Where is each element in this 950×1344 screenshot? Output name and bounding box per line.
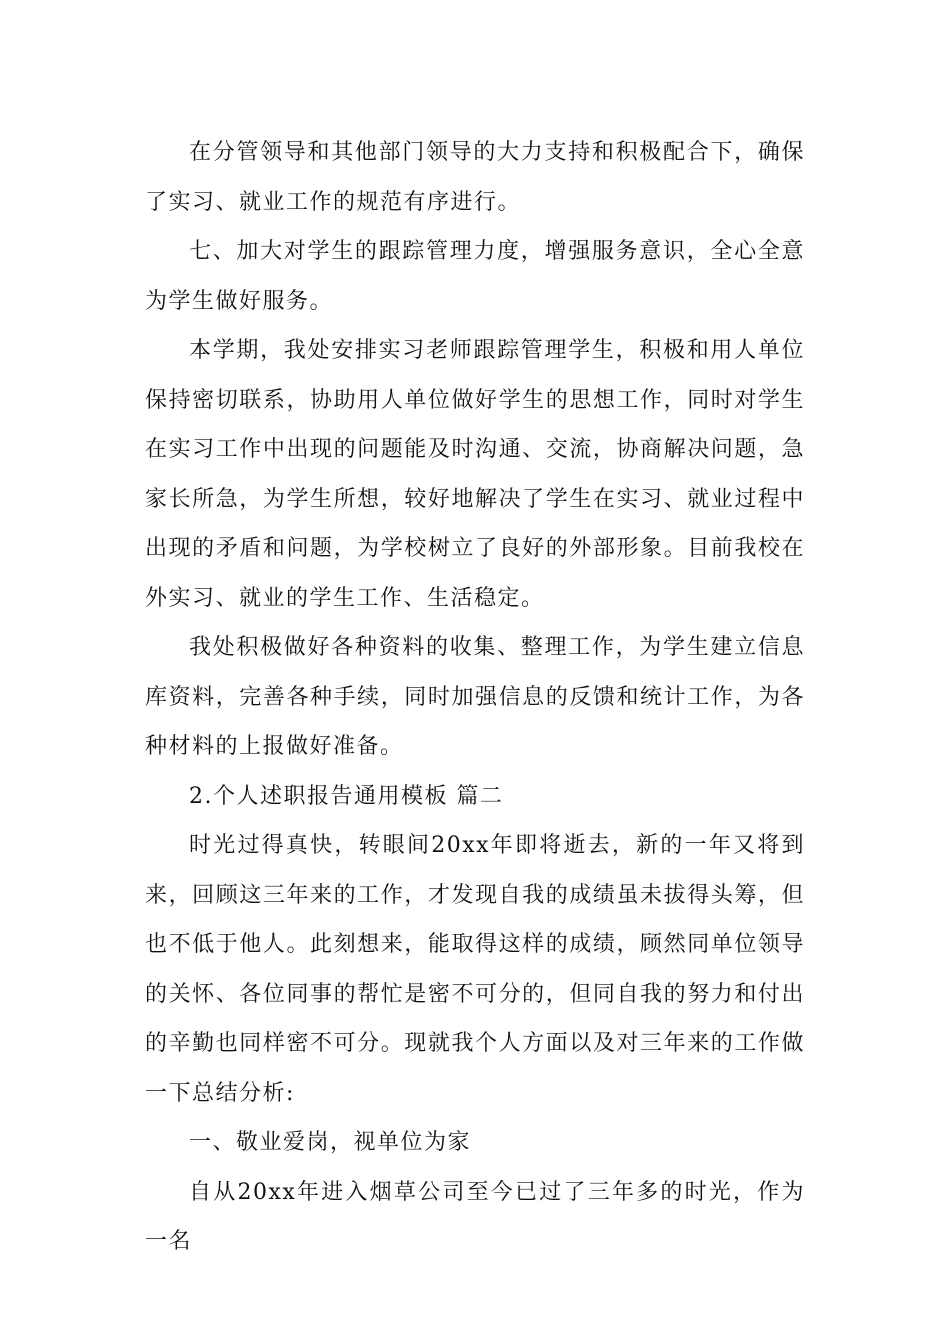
paragraph-data-collection: 我处积极做好各种资料的收集、整理工作，为学生建立信息库资料，完善各种手续，同时加强信息的反馈和统计工作，为各种材料的上报做好准备。 — [145, 635, 805, 759]
section-heading-seven: 七、加大对学生的跟踪管理力度，增强服务意识，全心全意为学生做好服务。 — [145, 239, 805, 314]
document-body — [145, 128, 805, 1267]
section-title-part-two: 2.个人述职报告通用模板 篇二 — [189, 783, 504, 809]
paragraph-year-review: 时光过得真快，转眼间20xx年即将逝去，新的一年又将到来，回顾这三年来的工作，才发现自我的成绩虽未拔得头筹，但也不低于他人。此刻想来，能取得这样的成绩，顾然同单位领导的关怀、各位同事的帮忙是密不可分的，但同自我的努力和付出的辛勤也同样密不可分。现就我个人方面以及对三年来的工作做一下总结分析: — [145, 833, 805, 1106]
paragraph-joining-company: 自从20xx年进入烟草公司至今已过了三年多的时光，作为一名 — [145, 1179, 805, 1254]
paragraph-internship-support: 在分管领导和其他部门领导的大力支持和积极配合下，确保了实习、就业工作的规范有序进行。 — [145, 140, 805, 215]
paragraph-student-tracking: 本学期，我处安排实习老师跟踪管理学生，积极和用人单位保持密切联系，协助用人单位做好学生的思想工作，同时对学生在实习工作中出现的问题能及时沟通、交流，协商解决问题，急家长所急，为学生所想，较好地解决了学生在实习、就业过程中出现的矛盾和问题，为学校树立了良好的外部形象。目前我校在外实习、就业的学生工作、生活稳定。 — [145, 338, 805, 611]
section-heading-dedication: 一、敬业爱岗，视单位为家 — [189, 1130, 472, 1155]
